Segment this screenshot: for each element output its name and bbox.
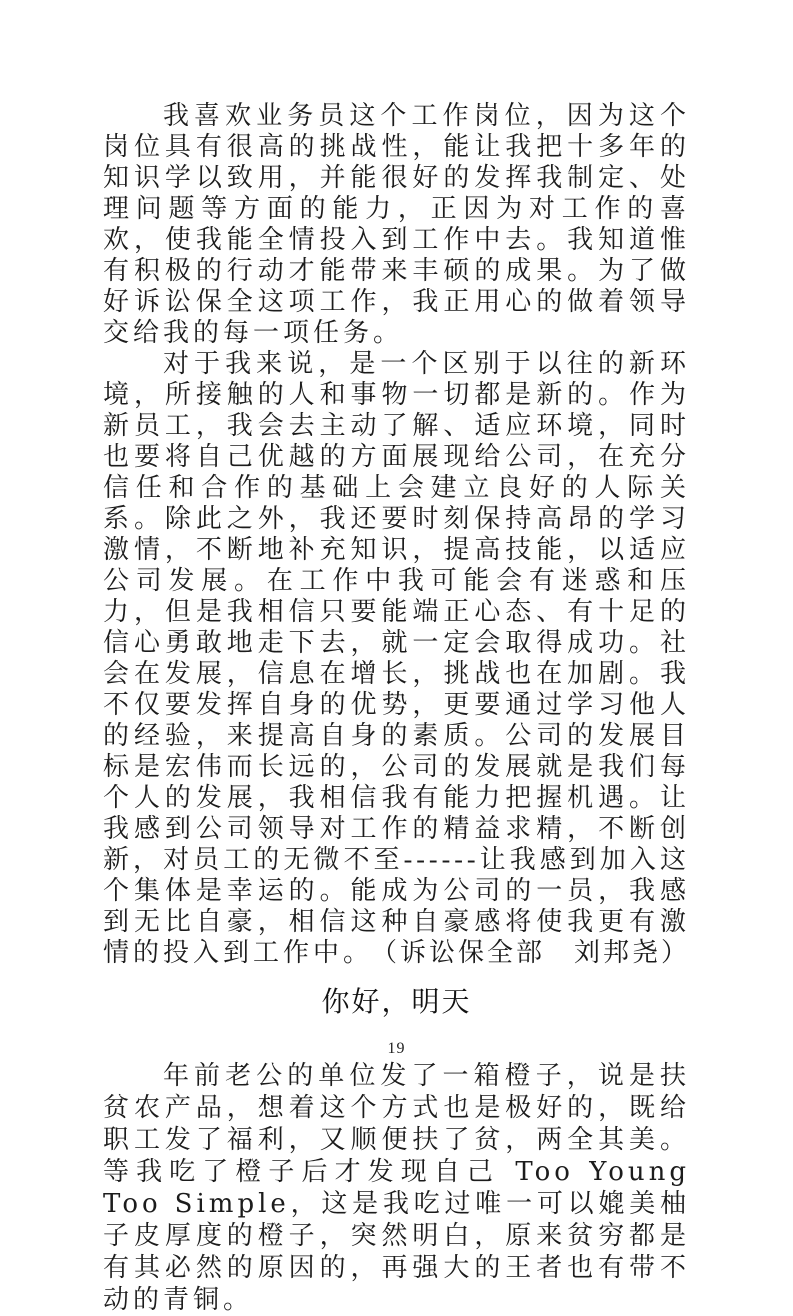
article1-paragraph-1: 我喜欢业务员这个工作岗位，因为这个岗位具有很高的挑战性，能让我把十多年的知识学以致用，并能很好的发挥我制定、处理问题等方面的能力，正因为对工作的喜欢，使我能全情投入到工作中去。我知道惟有积极的行动才能带来丰硕的成果。为了做好诉讼保全这项工作，我正用心的做着领导交给我的每一项任务。: [103, 101, 690, 347]
page-number: 19: [387, 1040, 406, 1057]
article1-paragraph-2: 对于我来说，是一个区别于以往的新环境，所接触的人和事物一切都是新的。作为新员工，我会去主动了解、适应环境，同时也要将自己优越的方面展现给公司，在充分信任和合作的基础上会建立良好的人际关系。除此之外，我还要时刻保持高昂的学习激情，不断地补充知识，提高技能，以适应公司发展。在工作中我可能会有迷惑和压力，但是我相信只要能端正心态、有十足的信心勇敢地走下去，就一定会取得成功。社会在发展，信息在增长，挑战也在加剧。我不仅要发挥自身的优势，更要通过学习他人的经验，来提高自身的素质。公司的发展目标是宏伟而长远的，公司的发展就是我们每个人的发展，我相信我有能力把握机遇。让我感到公司领导对工作的精益求精，不断创新，对员工的无微不至------让我感到加入这个集体是幸运的。能成为公司的一员，我感到无比自豪，相信这种自豪感将使我更有激情的投入到工作中。: [103, 349, 690, 967]
article1-attribution: （诉讼保全部 刘邦尧）: [370, 938, 690, 967]
article2-paragraph-1: 年前老公的单位发了一箱橙子，说是扶贫农产品，想着这个方式也是极好的，既给职工发了福利，又顺便扶了贫，两全其美。等我吃了橙子后才发现自己 Too Young Too Simple，这是我吃过唯一可以媲美柚子皮厚度的橙子，突然明白，原来贫穷都是有其必然的原因的，再强大的王者也有带不动的青铜。: [103, 1061, 690, 1315]
article-hello-tomorrow: [103, 986, 690, 1316]
page-content: [103, 100, 690, 1316]
article-employee-reflection: [103, 100, 690, 968]
article2-title: 你好，明天: [321, 986, 472, 1017]
